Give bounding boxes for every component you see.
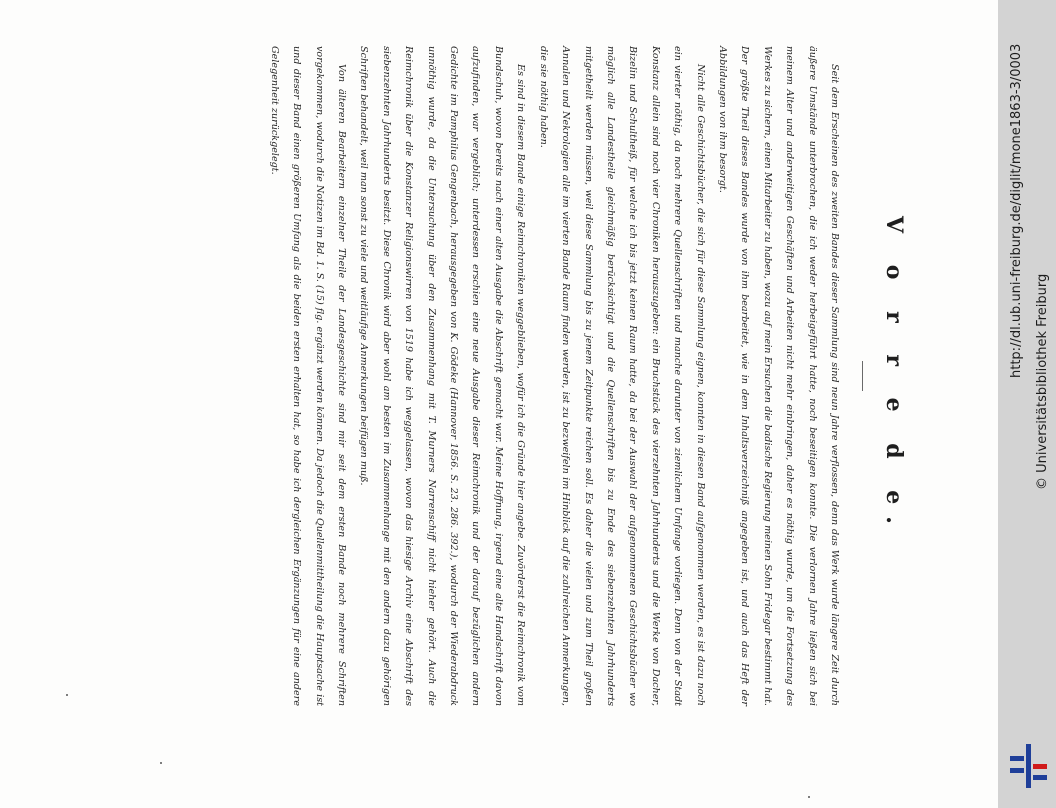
paragraph-3: Es sind in diesem Bande einige Reimchroniken weggeblieben, wofür ich die Gründe hier angebe. Zuvörderst die Reimchronik vom Bundschuh, wovon bereits nach einer alten Ausgabe die Abschrift gemacht war. Meine Hoffnung, irgend eine alte Handschrift davon aufzufinden, war vergeblich; unterdessen erschien eine neue Ausgabe dieser Reimchronik und der darauf bezüglichen andern Gedichte im Pamphilus Gengenbach, herausgegeben von K. Gödeke (Hannover 1856. S. 23. 286. 392.), wodurch der Wiederabdruck unnöthig wurde, da die Untersuchung über den Zusammenhang mit T. Murners Narrenschiff nicht hieher gehört. Auch die Reimchronik über die Konstanzer Religionswirren von 1519 habe ich weggelassen, wovon das hiesige Archiv eine Abschrift des siebenzehnten Jahrhunderts besitzt. Diese Chronik wird aber wohl am besten im Zusammenhange mit den andern dazu gehörigen Schriften behandelt, weil man sonst zu viele und weitläufige Anmerkungen beifügen muß. bbox=[358, 46, 527, 706]
scan-speck bbox=[808, 796, 810, 798]
paragraph-2: Nicht alle Geschichtsbücher, die sich für diese Sammlung eignen, konnten in diesen Band aufgenommen werden, es ist dazu noch ein vierter nöthig, da noch mehrere Quellenschriften und manche darunter von ziemlichem Umfange vorliegen. Denn von der Stadt Konstanz allein sind noch vier Chroniken herauszugeben: ein Bruchstück des vierzehnten Jahrhunderts und die Werke von Dacher, Bizelin und Schultheiß, für welche ich bis jetzt keinen Raum hatte, da bei der Auswahl der aufgenommenen Geschichtsbücher wo möglich alle Landestheile gleichmäßig berücksichtigt und die Quellenschriften bis zu Ende des siebenzehnten Jahrhunderts mitgetheilt werden müssen, weil diese Sammlung bis zu jenem Zeitpunkte reichen soll. Es daher die vielen und zum Theil großen Annalen und Nekrologien alle im vierten Bande Raum finden werden, ist zu bezweifeln im Hinblick auf die zahlreichen Anmerkungen, die sie nöthig haben. bbox=[537, 46, 706, 706]
scan-speck bbox=[66, 694, 68, 696]
body-text bbox=[262, 46, 845, 706]
title-divider bbox=[862, 361, 863, 391]
paragraph-4: Von älteren Bearbeitern einzelner Theile der Landesgeschichte sind mir seit dem ersten Bande noch mehrere Schriften vorgekommen, wodurch die Notizen im Bd. 1. S. (15) flg. ergänzt werden können. Da jedoch die Quellenmittheilung die Hauptsache ist und dieser Band einen größeren Umfang als die beiden ersten erhalten hat, so habe ich dergleichen Ergänzungen für eine andere Gelegenheit zurückgelegt. bbox=[268, 46, 348, 706]
ub-freiburg-logo-icon bbox=[1006, 744, 1050, 788]
scan-speck bbox=[160, 762, 162, 764]
rotated-page-content bbox=[135, 46, 915, 706]
watermark-copyright: © Universitätsbibliothek Freiburg bbox=[1035, 273, 1050, 490]
paragraph-1: Seit dem Erscheinen des zweiten Bandes dieser Sammlung sind neun Jahre verflossen, denn das Werk wurde längere Zeit durch äußere Umstände unterbrochen, die ich weder herbeigeführt hatte, noch beseitigen konnte. Die verlornen Jahre ließen sich bei meinem Alter und anderweitigen Geschäften und Arbeiten nicht mehr einbringen, daher es nöthig wurde, um die Fortsetzung des Werkes zu sichern, einen Mitarbeiter zu haben, wozu auf mein Ersuchen die badische Regierung meinen Sohn Fridegar bestimmt hat. Der größte Theil dieses Bandes wurde von ihm bearbeitet, wie in dem Inhaltsverzeichniß angegeben ist, und auch das Heft der Abbildungen von ihm besorgt. bbox=[716, 46, 840, 706]
watermark-url[interactable]: http://dl.ub.uni-freiburg.de/diglit/mone1863-3/0003 bbox=[1009, 43, 1024, 378]
page-title: V o r r e d e. bbox=[881, 216, 907, 536]
